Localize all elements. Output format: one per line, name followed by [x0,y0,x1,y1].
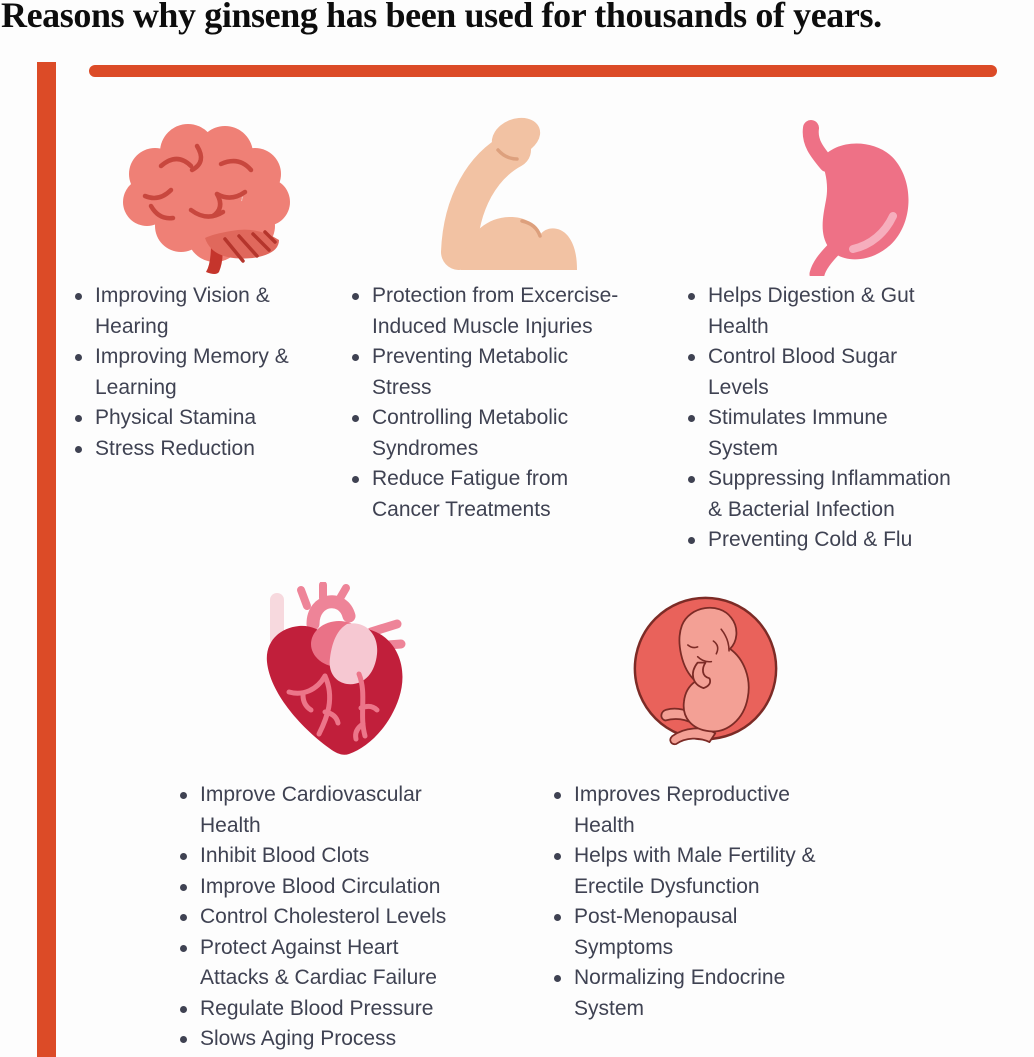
list-item [75,434,313,465]
list-item-text: Control Cholesterol Levels [200,905,447,928]
list-item [180,780,465,841]
list-item [352,403,633,464]
bullet-icon [352,354,359,361]
list-item-text: Helps Digestion & Gut Health [708,284,915,338]
list-item [688,403,963,464]
list-item-text: Suppressing Inflammation & Bacterial Infection [708,467,951,521]
list-item-text: Physical Stamina [95,406,257,429]
bullet-icon [75,293,82,300]
bullet-icon [180,792,187,799]
bullet-icon [688,293,695,300]
bullet-icon [180,914,187,921]
stomach-benefits-list [688,281,963,556]
list-item [688,342,963,403]
bullet-icon [688,354,695,361]
list-item-text: Improve Blood Circulation [200,874,441,898]
list-item-text: Stimulates Immune System [708,406,888,460]
heart-benefits-list [180,780,465,1055]
list-item [688,281,963,342]
list-item [75,281,313,342]
list-item-text: Regulate Blood Pressure [200,996,434,1020]
list-item [180,902,465,933]
bullet-icon [554,914,561,921]
list-item [688,464,963,525]
list-item [352,342,633,403]
bullet-icon [352,293,359,300]
list-item [180,1024,465,1055]
list-item [352,464,633,525]
bullet-icon [180,1006,187,1013]
list-item-text: Normalizing Endocrine System [574,966,786,1020]
list-item-text: Slows Aging Process [200,1027,397,1050]
left-accent-bar [37,62,56,1057]
list-item [688,525,963,556]
list-item [180,841,465,872]
bullet-icon [75,446,82,453]
stomach-icon [793,116,913,276]
bullet-icon [352,476,359,483]
list-item [352,281,633,342]
list-item-text: Stress Reduction [95,436,255,460]
bullet-icon [75,354,82,361]
top-accent-bar [89,65,997,77]
list-item-text: Inhibit Blood Clots [200,844,370,867]
list-item-text: Improves Reproductive Health [574,783,790,837]
bullet-icon [352,415,359,422]
list-item [75,342,313,403]
list-item-text: Reduce Fatigue from Cancer Treatments [372,467,569,521]
bullet-icon [75,415,82,422]
list-item-text: Preventing Metabolic Stress [372,345,569,399]
brain-benefits-list [75,281,313,464]
fetus-icon [627,590,784,747]
list-item-text: Protection from Excercise-Induced Muscle Injuries [372,284,619,338]
muscle-benefits-list [352,281,633,525]
bullet-icon [688,415,695,422]
list-item-text: Improving Vision & Hearing [95,284,270,338]
bullet-icon [554,853,561,860]
list-item [180,933,465,994]
list-item-text: Protect Against Heart Attacks & Cardiac Failure [200,935,437,989]
list-item [554,841,827,902]
list-item-text: Improve Cardiovascular Health [200,783,422,837]
list-item-text: Improving Memory & Learning [95,345,289,399]
bullet-icon [180,884,187,891]
bicep-icon [428,114,578,272]
list-item-text: Control Blood Sugar Levels [708,345,898,399]
bullet-icon [688,476,695,483]
list-item [180,994,465,1025]
list-item-text: Post-Menopausal Symptoms [574,905,738,959]
list-item-text: Preventing Cold & Flu [708,528,913,551]
page-title: Reasons why ginseng has been used for thousands of years. [1,0,882,35]
list-item [75,403,313,434]
list-item [554,780,827,841]
bullet-icon [688,537,695,544]
bullet-icon [180,853,187,860]
bullet-icon [554,792,561,799]
bullet-icon [554,975,561,982]
list-item [554,963,827,1024]
bullet-icon [180,1036,187,1043]
brain-icon [105,112,290,280]
reproductive-benefits-list [554,780,827,1024]
heart-icon [255,582,415,757]
list-item [554,902,827,963]
list-item-text: Helps with Male Fertility & Erectile Dysfunction [574,844,816,898]
list-item-text: Controlling Metabolic Syndromes [372,406,569,460]
bullet-icon [180,945,187,952]
list-item [180,872,465,903]
